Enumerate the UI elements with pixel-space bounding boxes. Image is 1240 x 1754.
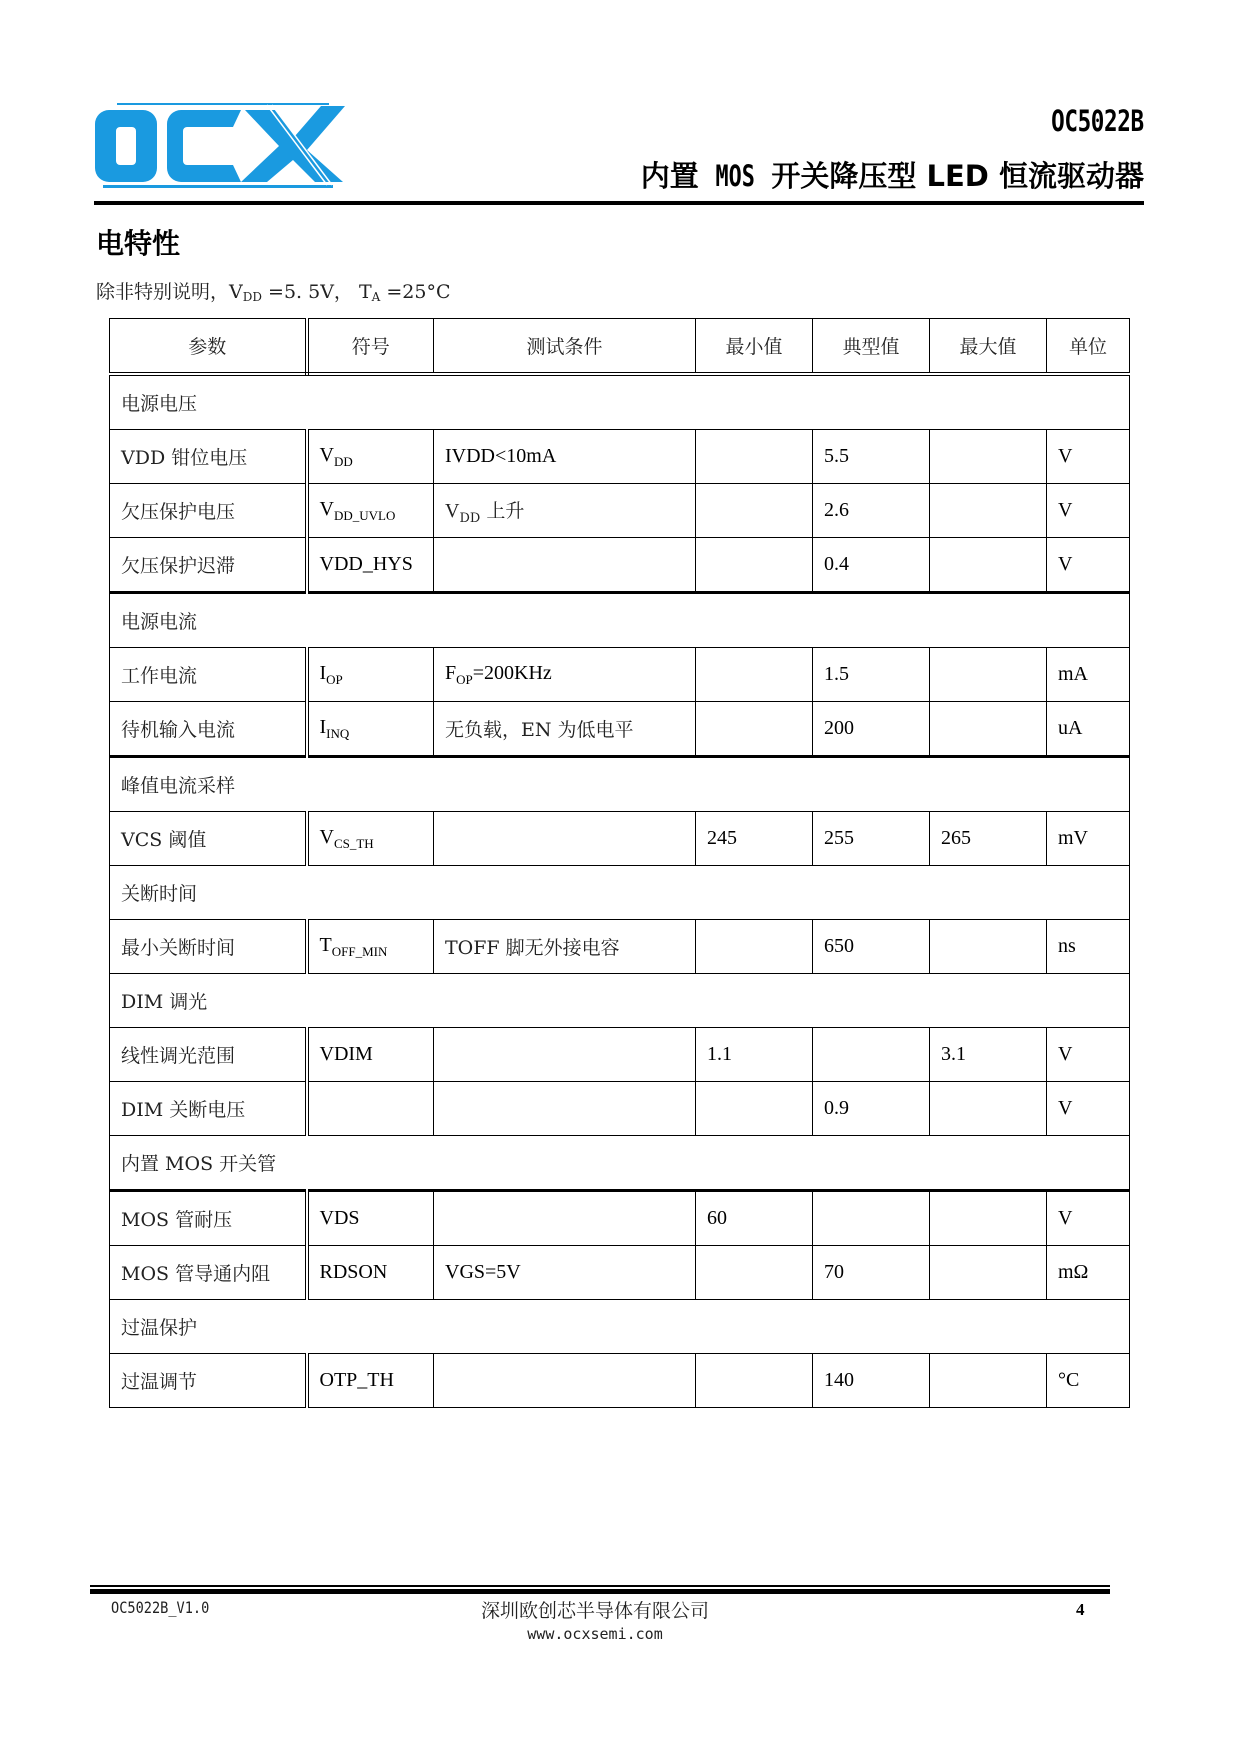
max-cell	[930, 538, 1047, 593]
param-cell: DIM 关断电压	[110, 1082, 307, 1136]
condition-cell	[434, 1354, 696, 1408]
unit-cell: mV	[1047, 812, 1130, 866]
column-header-typ: 典型值	[813, 319, 930, 375]
group-row-over-temperature	[110, 1300, 1130, 1354]
min-cell	[696, 430, 813, 484]
header-divider	[94, 201, 1144, 205]
table-row	[110, 430, 1130, 484]
unit-cell: mΩ	[1047, 1246, 1130, 1300]
param-cell: VCS 阈值	[110, 812, 307, 866]
min-cell	[696, 538, 813, 593]
param-cell: 最小关断时间	[110, 920, 307, 974]
condition-cell: VGS=5V	[434, 1246, 696, 1300]
typ-cell: 200	[813, 702, 930, 757]
symbol-cell: VDD_HYS	[307, 538, 434, 593]
unit-cell: V	[1047, 538, 1130, 593]
symbol-cell: VDIM	[307, 1028, 434, 1082]
param-cell: MOS 管耐压	[110, 1191, 307, 1246]
max-cell: 3.1	[930, 1028, 1047, 1082]
symbol-cell: OTP_TH	[307, 1354, 434, 1408]
column-header-parameter: 参数	[110, 319, 307, 375]
max-cell	[930, 484, 1047, 538]
table-row	[110, 648, 1130, 702]
ocx-logo-icon	[95, 103, 347, 189]
group-label: DIM 调光	[110, 974, 1130, 1028]
group-label: 电源电压	[110, 374, 1130, 430]
table-row	[110, 538, 1130, 593]
max-cell	[930, 648, 1047, 702]
symbol-cell: $V_{DD}$	[307, 430, 434, 484]
unit-cell: uA	[1047, 702, 1130, 757]
typ-cell: 1.5	[813, 648, 930, 702]
document-id: OC5022B	[1051, 104, 1144, 138]
vdd-symbol: V	[229, 281, 243, 303]
min-cell: 1.1	[696, 1028, 813, 1082]
title-part: 恒流驱动器	[998, 159, 1144, 193]
condition-cell: $V_{DD}$ 上升	[434, 484, 696, 538]
group-row-dimming	[110, 974, 1130, 1028]
condition-cell	[434, 812, 696, 866]
typ-cell: 650	[813, 920, 930, 974]
typ-cell: 0.4	[813, 538, 930, 593]
ta-symbol: T	[358, 281, 372, 303]
max-cell	[930, 430, 1047, 484]
table-row	[110, 484, 1130, 538]
param-cell: 欠压保护电压	[110, 484, 307, 538]
title-part: 内置	[640, 159, 699, 193]
table-row	[110, 920, 1130, 974]
table-row	[110, 1354, 1130, 1408]
group-row-peak-current-sense	[110, 757, 1130, 812]
symbol-cell: RDSON	[307, 1246, 434, 1300]
typ-cell	[813, 1191, 930, 1246]
condition-cell: $F_{OP}=200KHz$	[434, 648, 696, 702]
unit-cell: V	[1047, 430, 1130, 484]
param-cell: VDD 钳位电压	[110, 430, 307, 484]
footer-divider-thin	[90, 1585, 1110, 1587]
condition-cell: 无负载，EN 为低电平	[434, 702, 696, 757]
param-cell: MOS 管导通内阻	[110, 1246, 307, 1300]
table-row	[110, 812, 1130, 866]
vdd-value: =5. 5V，	[262, 281, 353, 303]
symbol-cell: $I_{INQ}$	[307, 702, 434, 757]
page-number: 4	[1076, 1600, 1085, 1619]
param-cell: 待机输入电流	[110, 702, 307, 757]
unit-cell: V	[1047, 1191, 1130, 1246]
symbol-cell: $I_{OP}$	[307, 648, 434, 702]
group-row-internal-mosfet	[110, 1136, 1130, 1191]
max-cell	[930, 1082, 1047, 1136]
typ-cell: 0.9	[813, 1082, 930, 1136]
param-cell: 欠压保护迟滞	[110, 538, 307, 593]
title-part: MOS	[715, 159, 755, 193]
column-header-conditions: 测试条件	[434, 319, 696, 375]
group-label: 峰值电流采样	[110, 757, 1130, 812]
condition-cell	[434, 538, 696, 593]
group-label: 电源电流	[110, 593, 1130, 648]
typ-cell: 5.5	[813, 430, 930, 484]
test-conditions-note	[96, 277, 451, 304]
table-row	[110, 1191, 1130, 1246]
unit-cell: °C	[1047, 1354, 1130, 1408]
max-cell	[930, 1246, 1047, 1300]
group-label: 关断时间	[110, 866, 1130, 920]
column-header-max: 最大值	[930, 319, 1047, 375]
symbol-cell: VDS	[307, 1191, 434, 1246]
electrical-characteristics-table	[109, 318, 1130, 1408]
max-cell	[930, 702, 1047, 757]
conditions-prefix: 除非特别说明，	[96, 281, 230, 303]
min-cell	[696, 920, 813, 974]
footer-website-link[interactable]: www.ocxsemi.com	[527, 1625, 663, 1643]
max-cell	[930, 1354, 1047, 1408]
vdd-subscript: DD	[242, 290, 262, 304]
symbol-cell	[307, 1082, 434, 1136]
title-part: 开关降压型	[771, 159, 917, 193]
typ-cell: 70	[813, 1246, 930, 1300]
ta-subscript: A	[371, 290, 381, 304]
param-cell: 过温调节	[110, 1354, 307, 1408]
table-row	[110, 1028, 1130, 1082]
group-label: 过温保护	[110, 1300, 1130, 1354]
min-cell	[696, 648, 813, 702]
max-cell	[930, 920, 1047, 974]
ta-value: =25°C	[380, 281, 451, 303]
column-header-unit: 单位	[1047, 319, 1130, 375]
condition-cell: IVDD<10mA	[434, 430, 696, 484]
min-cell	[696, 1246, 813, 1300]
group-label: 内置 MOS 开关管	[110, 1136, 1130, 1191]
condition-cell: TOFF 脚无外接电容	[434, 920, 696, 974]
document-title	[641, 154, 1144, 195]
table-header-row	[110, 319, 1130, 375]
section-title: 电特性	[96, 227, 181, 260]
min-cell: 245	[696, 812, 813, 866]
condition-cell	[434, 1028, 696, 1082]
symbol-cell: $V_{DD\_UVLO}$	[307, 484, 434, 538]
table-row	[110, 702, 1130, 757]
unit-cell: V	[1047, 1082, 1130, 1136]
footer-company: 深圳欧创芯半导体有限公司	[480, 1600, 709, 1622]
min-cell	[696, 702, 813, 757]
min-cell	[696, 1354, 813, 1408]
symbol-cell: $V_{CS\_TH}$	[307, 812, 434, 866]
min-cell	[696, 484, 813, 538]
unit-cell: ns	[1047, 920, 1130, 974]
group-row-supply-current	[110, 593, 1130, 648]
title-part: LED	[926, 159, 989, 193]
min-cell	[696, 1082, 813, 1136]
unit-cell: V	[1047, 1028, 1130, 1082]
footer-version: OC5022B_V1.0	[111, 1598, 210, 1617]
min-cell: 60	[696, 1191, 813, 1246]
group-row-off-time	[110, 866, 1130, 920]
condition-cell	[434, 1082, 696, 1136]
column-header-min: 最小值	[696, 319, 813, 375]
company-logo	[95, 103, 347, 189]
unit-cell: mA	[1047, 648, 1130, 702]
table-row	[110, 1082, 1130, 1136]
table-row	[110, 1246, 1130, 1300]
param-cell: 线性调光范围	[110, 1028, 307, 1082]
max-cell: 265	[930, 812, 1047, 866]
typ-cell: 2.6	[813, 484, 930, 538]
typ-cell: 140	[813, 1354, 930, 1408]
footer-divider-thick	[90, 1589, 1110, 1594]
condition-cell	[434, 1191, 696, 1246]
column-header-symbol: 符号	[307, 319, 434, 375]
typ-cell	[813, 1028, 930, 1082]
group-row-supply-voltage	[110, 374, 1130, 430]
typ-cell: 255	[813, 812, 930, 866]
symbol-cell: $T_{OFF\_MIN}$	[307, 920, 434, 974]
max-cell	[930, 1191, 1047, 1246]
param-cell: 工作电流	[110, 648, 307, 702]
unit-cell: V	[1047, 484, 1130, 538]
